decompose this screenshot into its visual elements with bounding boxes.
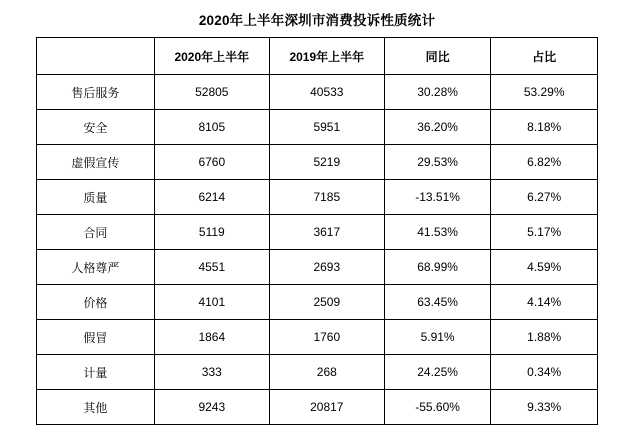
- cell-2019: 3617: [269, 215, 384, 250]
- table-row: [37, 285, 598, 320]
- row-label: 计量: [37, 355, 155, 390]
- cell-2019: 40533: [269, 75, 384, 110]
- row-label: 虚假宣传: [37, 145, 155, 180]
- cell-yoy: 29.53%: [384, 145, 491, 180]
- page-title: 2020年上半年深圳市消费投诉性质统计: [198, 13, 436, 28]
- table-row: [37, 355, 598, 390]
- cell-2019: 268: [269, 355, 384, 390]
- cell-share: 1.88%: [491, 320, 598, 355]
- cell-yoy: 63.45%: [384, 285, 491, 320]
- table-container: [0, 37, 634, 425]
- cell-share: 4.59%: [491, 250, 598, 285]
- row-label: 安全: [37, 110, 155, 145]
- table-row: [37, 180, 598, 215]
- cell-share: 6.82%: [491, 145, 598, 180]
- cell-2020: 8105: [154, 110, 269, 145]
- cell-yoy: 5.91%: [384, 320, 491, 355]
- cell-2019: 7185: [269, 180, 384, 215]
- header-cell-share: 占比: [491, 38, 598, 75]
- cell-2019: 5951: [269, 110, 384, 145]
- cell-yoy: 30.28%: [384, 75, 491, 110]
- row-label: 其他: [37, 390, 155, 425]
- cell-yoy: 68.99%: [384, 250, 491, 285]
- table-row: [37, 110, 598, 145]
- cell-2019: 2509: [269, 285, 384, 320]
- cell-share: 9.33%: [491, 390, 598, 425]
- row-label: 质量: [37, 180, 155, 215]
- header-cell-2019: 2019年上半年: [269, 38, 384, 75]
- row-label: 人格尊严: [37, 250, 155, 285]
- header-row: [37, 38, 598, 75]
- cell-2019: 1760: [269, 320, 384, 355]
- complaint-statistics-table: [36, 37, 598, 425]
- table-row: [37, 320, 598, 355]
- cell-share: 6.27%: [491, 180, 598, 215]
- cell-2020: 4551: [154, 250, 269, 285]
- table-row: [37, 250, 598, 285]
- cell-yoy: 24.25%: [384, 355, 491, 390]
- header-cell-category: [37, 38, 155, 75]
- cell-share: 8.18%: [491, 110, 598, 145]
- cell-2019: 5219: [269, 145, 384, 180]
- cell-2019: 2693: [269, 250, 384, 285]
- row-label: 合同: [37, 215, 155, 250]
- row-label: 售后服务: [37, 75, 155, 110]
- cell-2020: 9243: [154, 390, 269, 425]
- cell-yoy: -55.60%: [384, 390, 491, 425]
- header-cell-yoy: 同比: [384, 38, 491, 75]
- cell-2020: 4101: [154, 285, 269, 320]
- cell-2020: 52805: [154, 75, 269, 110]
- table-row: [37, 215, 598, 250]
- row-label: 假冒: [37, 320, 155, 355]
- cell-share: 5.17%: [491, 215, 598, 250]
- table-row: [37, 145, 598, 180]
- cell-2020: 1864: [154, 320, 269, 355]
- cell-yoy: 36.20%: [384, 110, 491, 145]
- cell-yoy: 41.53%: [384, 215, 491, 250]
- table-row: [37, 390, 598, 425]
- cell-share: 53.29%: [491, 75, 598, 110]
- cell-2020: 333: [154, 355, 269, 390]
- cell-yoy: -13.51%: [384, 180, 491, 215]
- table-header: [37, 38, 598, 75]
- cell-share: 4.14%: [491, 285, 598, 320]
- header-cell-2020: 2020年上半年: [154, 38, 269, 75]
- cell-2020: 5119: [154, 215, 269, 250]
- cell-2020: 6760: [154, 145, 269, 180]
- cell-share: 0.34%: [491, 355, 598, 390]
- cell-2020: 6214: [154, 180, 269, 215]
- table-body: [37, 75, 598, 425]
- row-label: 价格: [37, 285, 155, 320]
- table-row: [37, 75, 598, 110]
- cell-2019: 20817: [269, 390, 384, 425]
